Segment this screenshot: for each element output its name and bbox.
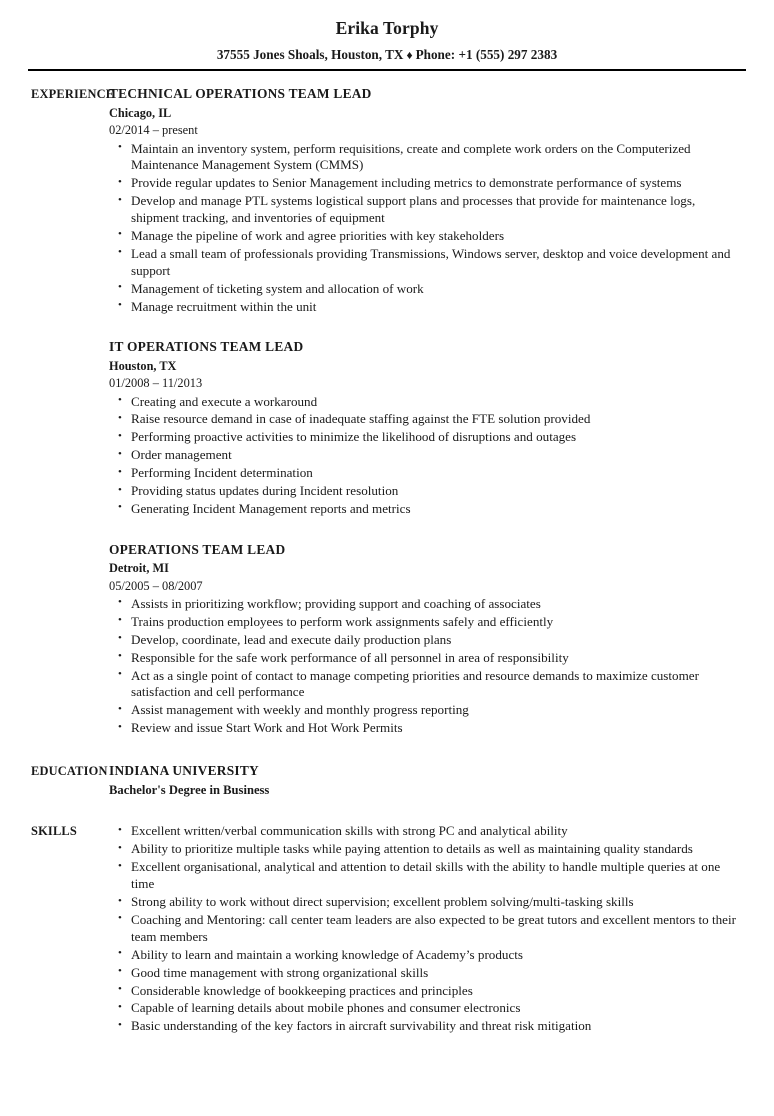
skill-item: • Strong ability to work without direct supervision; excellent problem solving/multi-tasking skills	[109, 894, 740, 911]
skill-item: • Good time management with strong organizational skills	[109, 965, 740, 982]
experience-entry	[109, 338, 740, 517]
section-label-education: EDUCATION	[31, 764, 108, 779]
bullet-item: • Assists in prioritizing workflow; providing support and coaching of associates	[109, 596, 740, 613]
diamond-separator-icon: ♦	[406, 47, 413, 62]
header-divider	[28, 69, 746, 71]
bullet-list	[109, 394, 740, 518]
bullet-item: • Raise resource demand in case of inadequate staffing against the FTE solution provided	[109, 411, 740, 428]
experience-entry	[109, 85, 740, 315]
contact-line	[0, 47, 774, 64]
skill-item: • Basic understanding of the key factors in aircraft survivability and threat risk mitigation	[109, 1018, 740, 1035]
bullet-item: • Order management	[109, 447, 740, 464]
resume-content	[0, 85, 774, 1036]
bullet-item: • Manage recruitment within the unit	[109, 299, 740, 316]
bullet-item: • Responsible for the safe work performance of all personnel in area of responsibility	[109, 650, 740, 667]
skill-item: • Considerable knowledge of bookkeeping practices and principles	[109, 983, 740, 1000]
bullet-item: • Performing proactive activities to minimize the likelihood of disruptions and outages	[109, 429, 740, 446]
job-dates: 01/2008 – 11/2013	[109, 376, 203, 391]
skill-item: • Coaching and Mentoring: call center team leaders are also expected to be great tutors and excellent mentors to their team members	[109, 912, 740, 946]
bullet-item: • Lead a small team of professionals providing Transmissions, Windows server, desktop and voice development and support	[109, 246, 740, 280]
contact-address: 37555 Jones Shoals, Houston, TX	[216, 46, 404, 62]
bullet-item: • Develop, coordinate, lead and execute daily production plans	[109, 632, 740, 649]
education-entry	[109, 762, 774, 799]
experience-entry	[109, 541, 740, 737]
job-location: Detroit, MI	[109, 561, 169, 576]
bullet-item: • Trains production employees to perform work assignments safely and efficiently	[109, 614, 740, 631]
bullet-item: • Provide regular updates to Senior Management including metrics to demonstrate performance of systems	[109, 175, 740, 192]
job-title: IT OPERATIONS TEAM LEAD	[109, 339, 304, 355]
bullet-item: • Develop and manage PTL systems logistical support plans and processes that provide for maintenance logs, shipment tracking, and inventories of equipment	[109, 193, 740, 227]
education-school: INDIANA UNIVERSITY	[109, 763, 259, 779]
skill-item: • Ability to learn and maintain a working knowledge of Academy’s products	[109, 947, 740, 964]
bullet-item: • Act as a single point of contact to manage competing priorities and resource demands to maximize customer satisfaction and cell performance	[109, 668, 740, 702]
bullet-item: • Manage the pipeline of work and agree priorities with key stakeholders	[109, 228, 740, 245]
bullet-item: • Review and issue Start Work and Hot Work Permits	[109, 720, 740, 737]
section-education	[0, 762, 774, 799]
resume-header	[0, 0, 774, 71]
bullet-item: • Creating and execute a workaround	[109, 394, 740, 411]
section-label-experience: EXPERIENCE	[31, 87, 115, 102]
education-degree: Bachelor's Degree in Business	[109, 783, 270, 798]
section-experience	[0, 85, 774, 738]
job-dates: 02/2014 – present	[109, 123, 198, 138]
section-skills	[0, 821, 774, 1036]
bullet-item: • Assist management with weekly and monthly progress reporting	[109, 702, 740, 719]
bullet-item: • Maintain an inventory system, perform requisitions, create and complete work orders on the Computerized Maintenance Management System (CMMS)	[109, 141, 740, 175]
skill-item: • Capable of learning details about mobile phones and consumer electronics	[109, 1000, 740, 1017]
candidate-name: Erika Torphy	[335, 18, 439, 38]
bullet-list	[109, 141, 740, 316]
section-label-skills: SKILLS	[31, 824, 77, 839]
skill-item: • Ability to prioritize multiple tasks while paying attention to details as well as maintaining quality standards	[109, 841, 740, 858]
job-title: TECHNICAL OPERATIONS TEAM LEAD	[109, 86, 372, 102]
bullet-item: • Providing status updates during Incident resolution	[109, 483, 740, 500]
job-location: Houston, TX	[109, 358, 177, 373]
skill-item: • Excellent organisational, analytical and attention to detail skills with the ability to handle multiple queries at one time	[109, 859, 740, 893]
bullet-list	[109, 596, 740, 737]
job-dates: 05/2005 – 08/2007	[109, 578, 203, 593]
bullet-item: • Management of ticketing system and allocation of work	[109, 281, 740, 298]
job-location: Chicago, IL	[109, 105, 172, 120]
bullet-item: • Performing Incident determination	[109, 465, 740, 482]
skill-item: • Excellent written/verbal communication skills with strong PC and analytical ability	[109, 823, 740, 840]
skills-body	[109, 821, 774, 1036]
experience-list	[109, 85, 774, 738]
skills-bullet-list	[109, 823, 740, 1035]
job-title: OPERATIONS TEAM LEAD	[109, 541, 286, 557]
bullet-item: • Generating Incident Management reports and metrics	[109, 501, 740, 518]
contact-phone: Phone: +1 (555) 297 2383	[415, 46, 558, 62]
